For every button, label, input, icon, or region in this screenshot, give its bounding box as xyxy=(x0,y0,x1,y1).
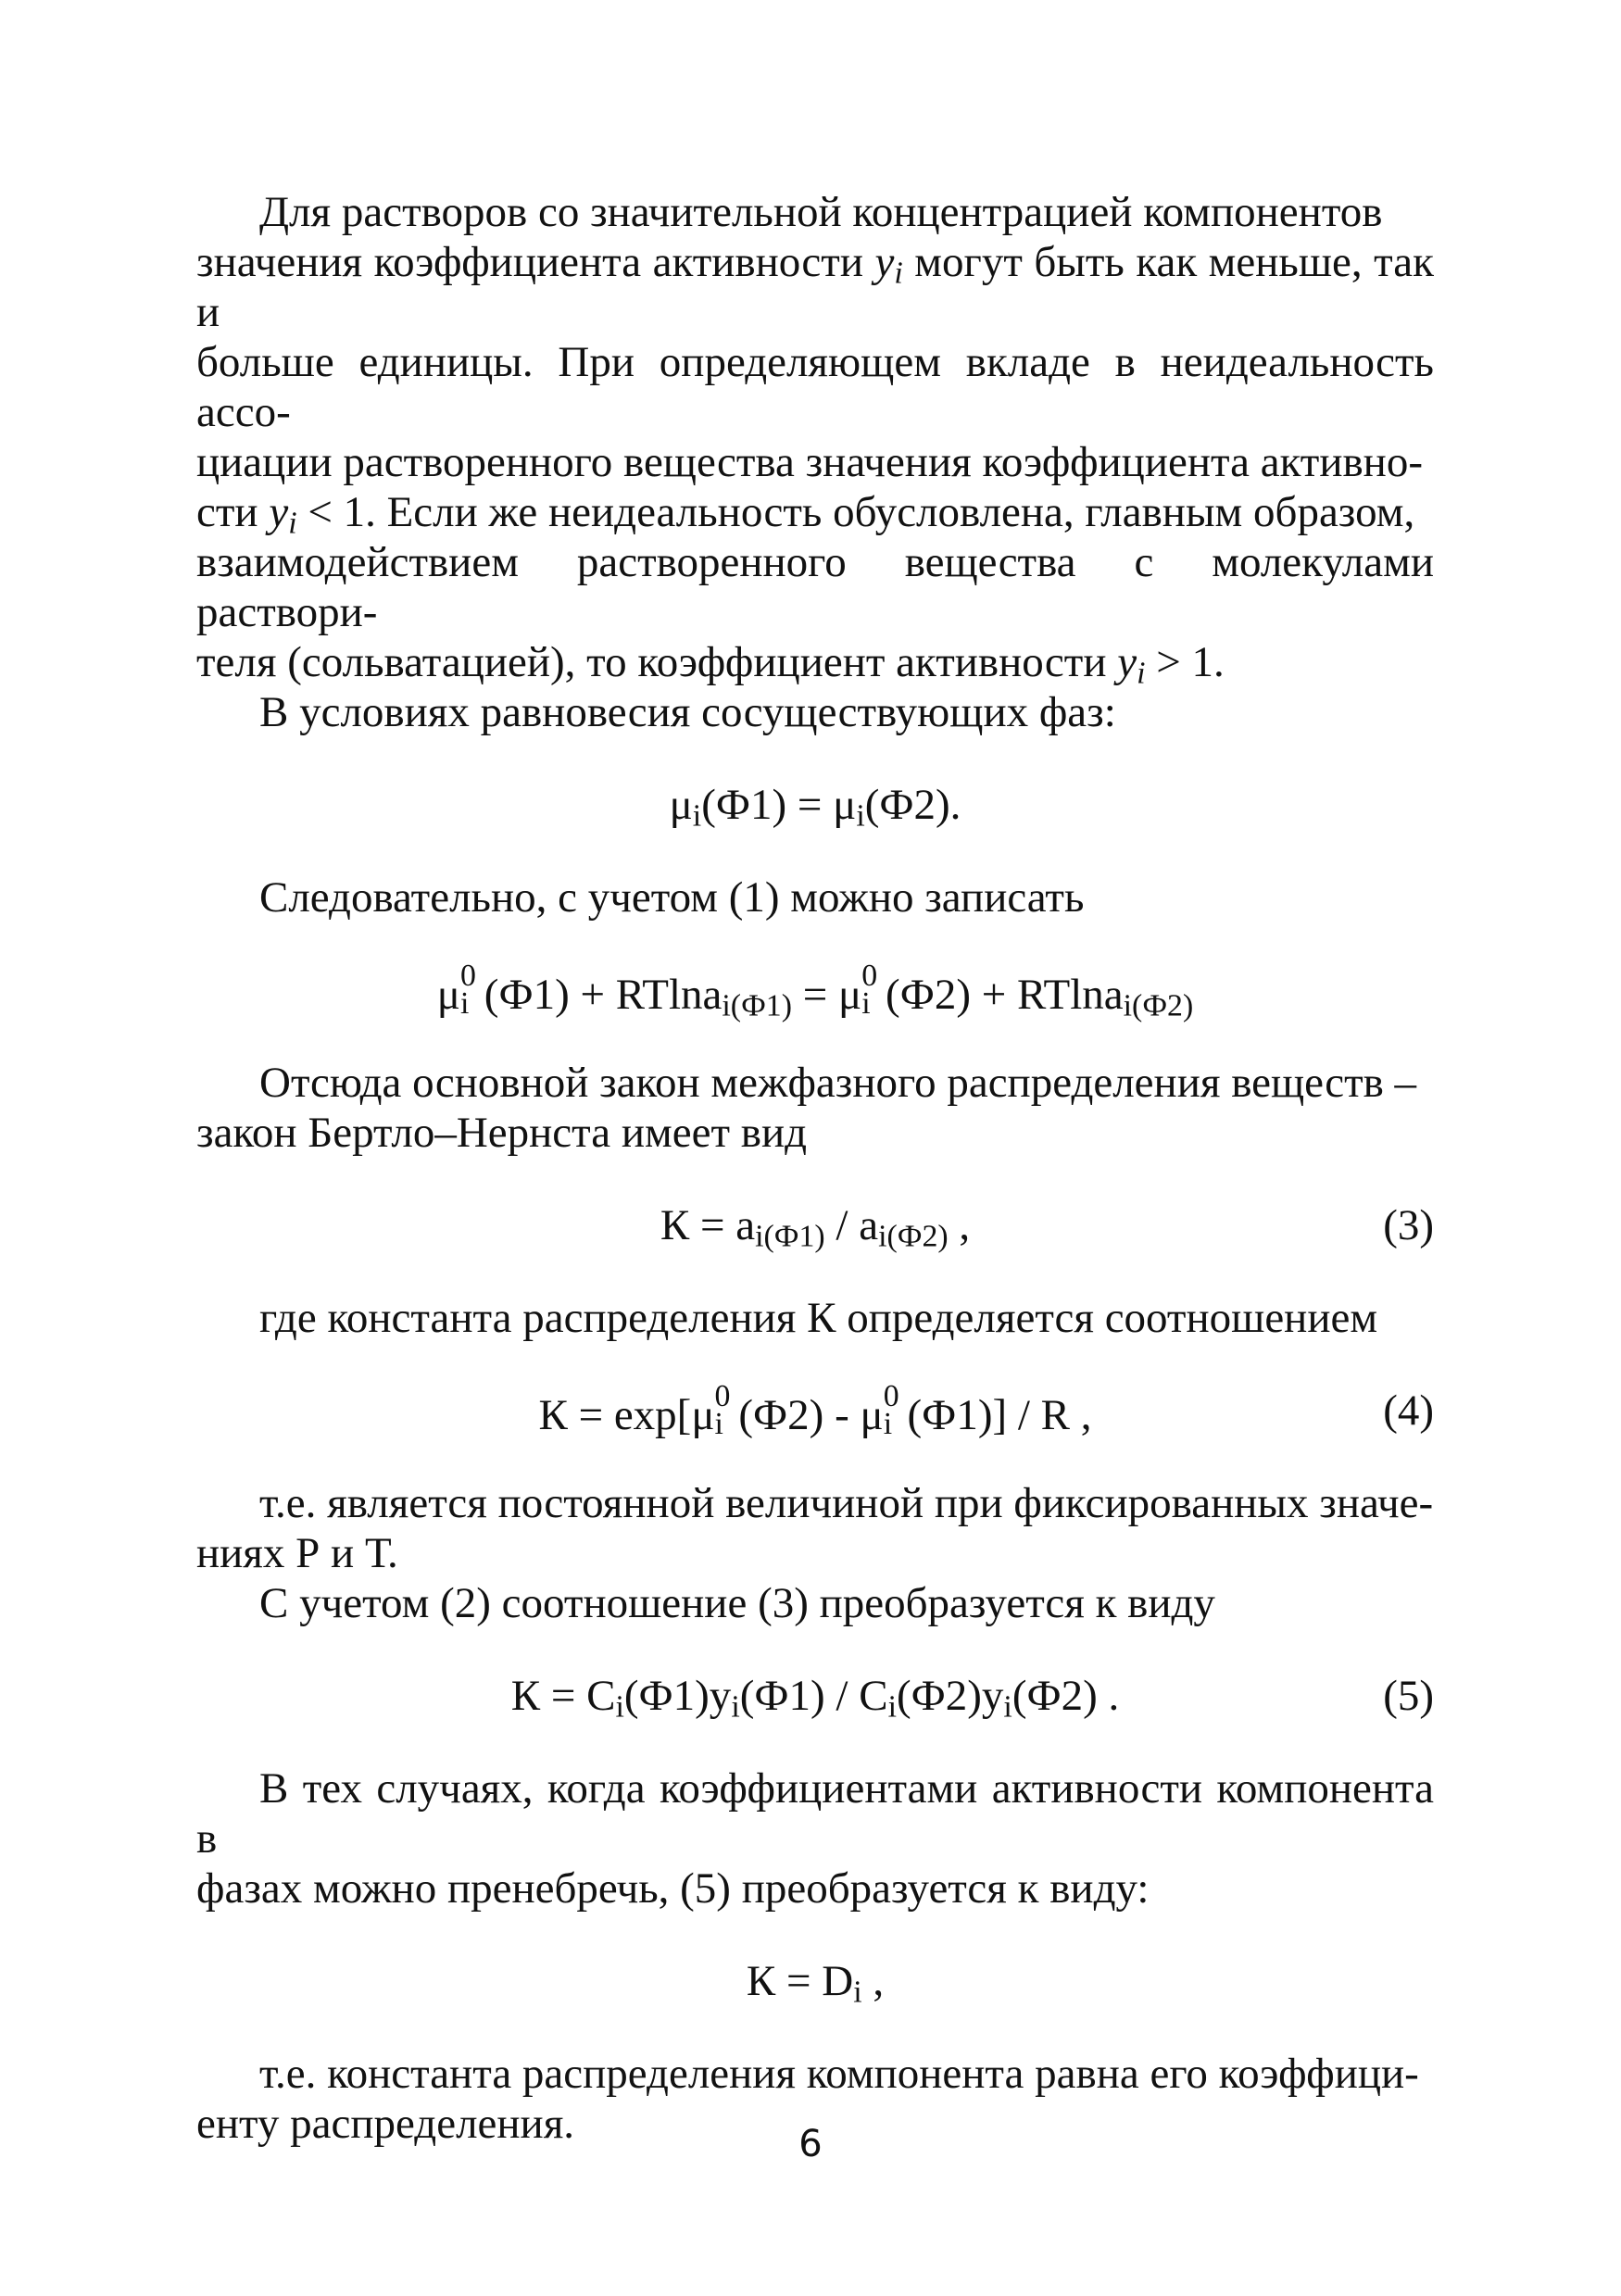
equation-d xyxy=(196,1956,1434,2010)
equation-5 xyxy=(196,1671,1434,1725)
equation-3 xyxy=(196,1200,1434,1254)
subscript-i: i xyxy=(894,256,903,291)
text-line: т.е. является постоянной величиной при фиксированных значе- xyxy=(259,1479,1434,1527)
text-line: сти $y_i < 1$. Если же неидеальность обусловлена, главным образом, xyxy=(196,488,1415,541)
paragraph-consequently: Следовательно, с учетом (1) можно записать xyxy=(259,873,1085,922)
text-line: циации растворенного вещества значения коэффициента активно- xyxy=(196,438,1423,486)
subscript-i: i xyxy=(1137,656,1146,691)
paragraph-equilibrium: В условиях равновесия сосуществующих фаз: xyxy=(259,688,1116,736)
equation-number: (5) xyxy=(1383,1672,1434,1720)
text-line: т.е. константа распределения компонента равна его коэффици- xyxy=(259,2050,1419,2098)
paragraph-berthelot-nernst xyxy=(196,1058,1434,1158)
text-line: закон Бертло–Нернста имеет вид xyxy=(196,1109,808,1157)
paragraph-transform: С учетом (2) соотношение (3) преобразуется к виду xyxy=(259,1579,1215,1627)
text-line: В тех случаях, когда коэффициентами активности компонента в xyxy=(196,1764,1434,1863)
text-line: Для растворов со значительной концентрацией компонентов xyxy=(259,188,1383,236)
text-line: ниях Р и Т. xyxy=(196,1529,398,1577)
equation-4 xyxy=(196,1378,1434,1442)
symbol-y: y xyxy=(269,488,289,536)
symbol-y: y xyxy=(874,238,895,286)
paragraph-activity-coefficient xyxy=(196,187,1434,691)
equation-expression: $К = C_i(Ф1)y_i(Ф1) / C_i(Ф2)y_i(Ф2)$ . xyxy=(510,1672,1120,1725)
text-line: теля (сольватацией), то коэффициент активности $y_i > 1$. xyxy=(196,638,1225,691)
equation-number: (4) xyxy=(1383,1386,1434,1435)
text-line: больше единицы. При определяющем вкладе в неидеальность ассо- xyxy=(196,338,1434,436)
text-line: взаимодействием растворенного вещества с молекулами раствори- xyxy=(196,538,1434,636)
page-number: 6 xyxy=(798,2123,823,2165)
subscript-i: i xyxy=(288,506,297,541)
equation-number: (3) xyxy=(1383,1201,1434,1249)
equation-expression: К = exp[μ 0 i (Ф2) - μ 0 i (Ф1)] / R , xyxy=(538,1378,1092,1442)
text-line: енту распределения. xyxy=(196,2100,575,2148)
paragraph-distribution-constant: где константа распределения К определяется соотношением xyxy=(259,1294,1378,1342)
body-text xyxy=(196,187,1434,2149)
equation-chemical-potential xyxy=(196,958,1434,1023)
symbol-y: y xyxy=(1117,638,1137,686)
equation-expression: μ 0 i (Ф1) + RTlna$_{i(Ф1)}$ = μ 0 i (Ф2) + RTlna$_{i(Ф2)}$ xyxy=(436,958,1194,1023)
equation-expression: $К = a_{i(Ф1)} / a_{i(Ф2)}$ , xyxy=(660,1201,971,1254)
equation-equilibrium xyxy=(196,780,1434,834)
paragraph-neglect xyxy=(196,1763,1434,1913)
text-line: Отсюда основной закон межфазного распределения веществ – xyxy=(259,1059,1417,1107)
text-line: фазах можно пренебречь, (5) преобразуется к виду: xyxy=(196,1864,1150,1913)
equation-expression: $\mu_i(Ф1) = \mu_i(Ф2)$. xyxy=(669,781,961,834)
text-line: значения коэффициента активности $y_i$ могут быть как меньше, так и xyxy=(196,238,1434,336)
equation-expression: $К = D_i$ , xyxy=(746,1957,885,2010)
paragraph-constant-value xyxy=(196,1478,1434,1578)
